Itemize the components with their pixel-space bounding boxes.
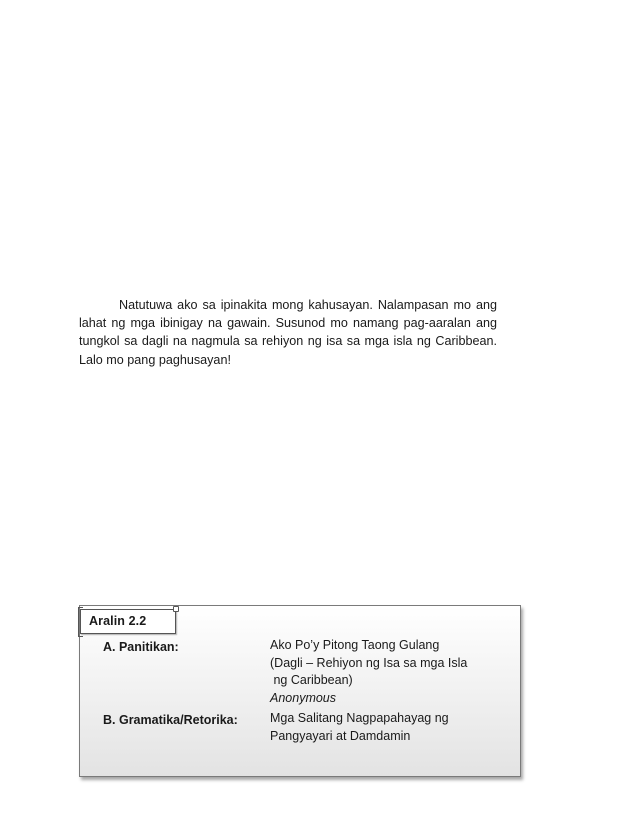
gramatika-line-1: Mga Salitang Nagpapahayag ng	[270, 711, 449, 725]
panitikan-author: Anonymous	[270, 690, 337, 705]
intro-line-2: lahat ng mga ibinigay na gawain. Susunod mo namang pag-aaralan ang	[79, 316, 497, 331]
panitikan-label: A. Panitikan:	[103, 640, 179, 654]
intro-line-4: Lalo mo pang paghusayan!	[79, 352, 231, 367]
panitikan-title: Ako Po’y Pitong Taong Gulang	[270, 638, 440, 652]
lesson-tag	[80, 609, 176, 634]
panitikan-value	[270, 637, 467, 707]
gramatika-line-2: Pangyayari at Damdamin	[270, 728, 411, 743]
gramatika-label: B. Gramatika/Retorika:	[103, 713, 238, 727]
intro-line-1: Natutuwa ako sa ipinakita mong kahusayan. Nalampasan mo ang	[119, 298, 497, 312]
lesson-number: Aralin 2.2	[89, 614, 147, 628]
gramatika-value	[270, 710, 449, 745]
panitikan-subtitle-1: (Dagli – Rehiyon ng Isa sa mga Isla	[270, 655, 468, 670]
intro-line-3: tungkol sa dagli na nagmula sa rehiyon ng isa sa mga isla ng Caribbean.	[79, 334, 497, 349]
intro-paragraph	[79, 296, 497, 369]
panitikan-subtitle-2: ng Caribbean)	[270, 673, 353, 687]
